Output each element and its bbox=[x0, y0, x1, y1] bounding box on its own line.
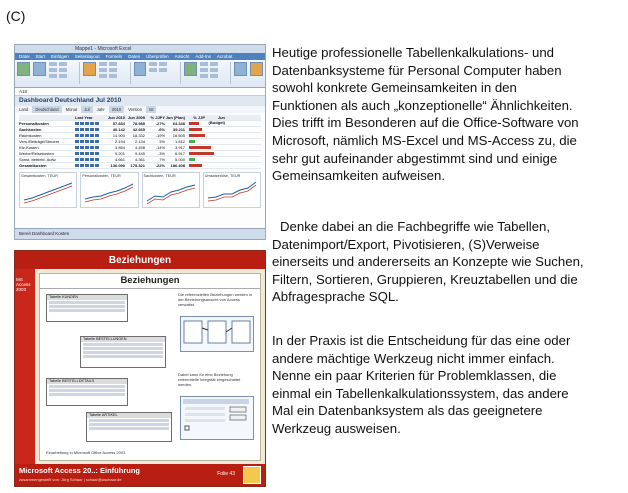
table-title: Tabelle BESTELLUNGEN bbox=[81, 337, 165, 342]
text-line: einmal ein Tabellenkalkulationssystem, das andere bbox=[272, 385, 569, 401]
variance-bar bbox=[189, 152, 214, 155]
access-slide-screenshot bbox=[14, 250, 266, 487]
cell-value: 4.498 bbox=[134, 145, 145, 150]
cell-value: 3% bbox=[159, 139, 165, 144]
cell-value: -22% bbox=[155, 163, 165, 168]
sparkline bbox=[75, 151, 105, 156]
slide-body bbox=[39, 273, 261, 461]
ribbon-icon bbox=[83, 62, 96, 76]
text-line: sehr gut aufeinander abgestimmt sind und einige bbox=[272, 150, 558, 166]
ribbon-tab[interactable]: Daten bbox=[128, 54, 141, 59]
filter-value[interactable]: Jul bbox=[81, 106, 92, 113]
cell-value: 18.332 bbox=[132, 133, 145, 138]
mini-chart-plot bbox=[22, 180, 76, 204]
cell-value: 57.834 bbox=[112, 121, 125, 126]
variance-bar bbox=[189, 140, 195, 143]
row-label: Raumkosten bbox=[19, 133, 42, 138]
mini-chart-title: Personalkosten, TEUR bbox=[82, 174, 121, 178]
row-label: Personalkosten bbox=[19, 121, 49, 126]
text-line: Mal ein Datenbanksystem als das geeignetere bbox=[272, 403, 543, 419]
cell-value: 1.812 bbox=[174, 139, 185, 144]
sparkline bbox=[75, 145, 105, 150]
variance-bar bbox=[189, 122, 199, 125]
cell-value: 2.194 bbox=[114, 139, 125, 144]
cell-value: 14.900 bbox=[112, 133, 125, 138]
ribbon-tab[interactable]: Acrobat bbox=[216, 54, 233, 59]
ribbon-tab[interactable]: Einfügen bbox=[51, 54, 69, 59]
cell-value: 42.665 bbox=[132, 127, 145, 132]
cell-value: 78.985 bbox=[132, 121, 145, 126]
relationship-diagram-icon bbox=[182, 318, 252, 348]
text-line: Nenne ein paar Kriterien für Problemklassen, die bbox=[272, 368, 557, 384]
dashboard-filters bbox=[15, 106, 265, 113]
ribbon-icon bbox=[33, 62, 46, 76]
text-line: Filtern, Sortieren, Gruppieren, Kreuztabellen und die bbox=[272, 271, 578, 287]
excel-status-bar: Bereit Dashboard Kosten bbox=[15, 228, 265, 239]
ribbon-group bbox=[200, 62, 231, 84]
ribbon-icon bbox=[134, 62, 147, 76]
slide-heading: Beziehungen bbox=[40, 274, 260, 289]
row-label: Kfz-Kosten bbox=[19, 145, 39, 150]
paragraph-1 bbox=[272, 44, 624, 185]
ribbon-icon bbox=[234, 62, 247, 76]
sparkline bbox=[75, 121, 105, 126]
variance-bar bbox=[189, 164, 202, 167]
text-line: andere mächtige Werkzeug nicht immer einfach. bbox=[272, 350, 555, 366]
column-header: Jun 2009 bbox=[127, 115, 145, 120]
cell-value: 136.090 bbox=[110, 163, 125, 168]
series-line bbox=[24, 183, 72, 200]
cell-value: -6% bbox=[157, 127, 165, 132]
slide-side-label: MS Access 2003 bbox=[16, 277, 31, 292]
sparkline bbox=[75, 133, 105, 138]
cell-value: 4.661 bbox=[114, 157, 125, 162]
text-line: Dies trifft im Besonderen auf die Office-Software von bbox=[272, 115, 579, 131]
mini-chart-plot bbox=[145, 180, 199, 204]
table-artikel bbox=[86, 412, 172, 442]
slide-side-band bbox=[15, 269, 35, 464]
series-line bbox=[85, 187, 133, 202]
cell-value: 186.408 bbox=[170, 163, 185, 168]
ribbon-tab[interactable]: Datei bbox=[19, 54, 30, 59]
logo-icon bbox=[243, 466, 261, 484]
cell-value: 3.854 bbox=[114, 145, 125, 150]
row-label: Sachkosten bbox=[19, 127, 42, 132]
sparkline bbox=[75, 163, 105, 168]
section-label: (C) bbox=[6, 8, 26, 24]
sparkline bbox=[75, 127, 105, 132]
dashboard-charts bbox=[19, 172, 261, 208]
slide-footer bbox=[15, 464, 265, 486]
filter-label: Jahr bbox=[96, 107, 105, 112]
table-title: Tabelle BESTELLDETAILS bbox=[47, 379, 127, 384]
text-line: einerseits und andererseits an Konzepte wie Suchen, bbox=[272, 254, 584, 270]
paragraph-2 bbox=[272, 218, 624, 306]
cell-value: -14% bbox=[155, 145, 165, 150]
cell-value: 6.917 bbox=[174, 151, 185, 156]
slide-note-1: Die referenziellen Beziehungen werden in der Beziehungsansicht von Access verwaltet. bbox=[178, 292, 253, 307]
cell-value: -27% bbox=[155, 121, 165, 126]
relationship-dialog bbox=[180, 396, 254, 440]
mini-chart bbox=[19, 172, 77, 208]
column-header: % JJP bbox=[193, 115, 205, 120]
filter-value[interactable]: Deutschland bbox=[32, 106, 61, 113]
excel-window-title: Mappe1 - Microsoft Excel bbox=[15, 45, 265, 53]
table-bestellungen bbox=[80, 336, 166, 368]
slide-footer-author: zusammengestellt von: Jörg Schaar | schaar@uschaar.de bbox=[19, 477, 122, 482]
variance-bar bbox=[189, 128, 202, 131]
slide-page-number: Folie 43 bbox=[217, 471, 235, 477]
text-line: Abfragesprache SQL. bbox=[272, 289, 399, 305]
row-label: Sonst. betriebl. Aufw. bbox=[19, 157, 57, 162]
ribbon-icon bbox=[17, 62, 30, 76]
mini-chart-title: Sachkosten, TEUR bbox=[143, 174, 176, 178]
cell-value: 4.361 bbox=[134, 157, 145, 162]
excel-ribbon bbox=[15, 60, 265, 88]
cell-value: 64.348 bbox=[172, 121, 185, 126]
cell-value: 5.000 bbox=[174, 157, 185, 162]
relationship-diagram bbox=[180, 316, 254, 352]
column-header bbox=[19, 115, 75, 120]
dashboard-title: Dashboard Deutschland Jul 2010 bbox=[15, 96, 265, 106]
mini-chart bbox=[203, 172, 261, 208]
column-header: Jun (Plan) bbox=[165, 115, 185, 120]
text-line: In der Praxis ist die Entscheidung für das eine oder bbox=[272, 333, 571, 348]
dialog-icon bbox=[182, 398, 252, 436]
excel-ribbon-tabs bbox=[15, 53, 265, 60]
sparkline bbox=[75, 139, 105, 144]
cell-value: 3.917 bbox=[174, 145, 185, 150]
table-title: Tabelle KUNDEN bbox=[47, 295, 127, 300]
text-line: Funktionen als auch „konzeptionelle“ Ähnlichkeiten. bbox=[272, 97, 573, 113]
cell-value: 175.321 bbox=[130, 163, 145, 168]
filter-value[interactable]: 2010 bbox=[109, 106, 124, 113]
cell-value: 2.134 bbox=[134, 139, 145, 144]
cell-value: -19% bbox=[155, 133, 165, 138]
paragraph-3 bbox=[272, 332, 624, 438]
series-line bbox=[85, 184, 133, 199]
cell-value: 7% bbox=[159, 157, 165, 162]
table-kunden bbox=[46, 294, 128, 322]
mini-chart bbox=[80, 172, 138, 208]
row-label: Gesamtkosten bbox=[19, 163, 47, 168]
variance-bar bbox=[189, 146, 211, 149]
column-header: % JJPY bbox=[150, 115, 165, 120]
table-row bbox=[19, 163, 261, 169]
column-header: Last Year bbox=[75, 115, 93, 120]
row-label: Vers./Beiträge/Steuern bbox=[19, 139, 60, 144]
text-line: Heutige professionelle Tabellenkalkulations- und bbox=[272, 45, 555, 60]
variance-bar bbox=[189, 158, 195, 161]
cell-value: -3% bbox=[157, 151, 165, 156]
ribbon-group bbox=[49, 62, 80, 84]
cell-value: 9.445 bbox=[134, 151, 145, 156]
text-line: Gemeinsamkeiten aufweisen. bbox=[272, 168, 445, 184]
series-line bbox=[147, 185, 195, 201]
ribbon-tab[interactable]: Ansicht bbox=[174, 54, 190, 59]
ribbon-group bbox=[99, 62, 130, 84]
ribbon-icon bbox=[250, 62, 263, 76]
mini-chart-plot bbox=[206, 180, 260, 204]
cell-value: 9.201 bbox=[114, 151, 125, 156]
table-bestelldetails bbox=[46, 378, 128, 406]
series-line bbox=[24, 186, 72, 203]
ribbon-tab[interactable]: Überprüfen bbox=[146, 54, 169, 59]
mini-chart-title: Gesamtkosten, TEUR bbox=[21, 174, 58, 178]
cell-value: 39.211 bbox=[172, 127, 185, 132]
variance-bar bbox=[189, 134, 205, 137]
text-line: sowohl konkrete Gemeinsamkeiten in den bbox=[272, 80, 517, 96]
table-title: Tabelle ARTIKEL bbox=[87, 413, 171, 418]
excel-name-box: A18 bbox=[15, 88, 265, 96]
filter-label: Land bbox=[19, 107, 29, 112]
text-line: Datenimport/Export, Pivotisieren, (S)Verweise bbox=[272, 236, 540, 252]
filter-value[interactable]: Ist bbox=[146, 106, 156, 113]
text-line: Werkzeug ausweisen. bbox=[272, 420, 401, 436]
ribbon-tab[interactable]: Seitenlayout bbox=[74, 54, 100, 59]
excel-dashboard-screenshot bbox=[14, 44, 266, 240]
filter-label: Version bbox=[128, 107, 143, 112]
row-label: Werbe/Reisekosten bbox=[19, 151, 54, 156]
text-line: Denke dabei an die Fachbegriffe wie Tabellen, bbox=[280, 219, 551, 234]
column-header: Jun (Budget) bbox=[208, 115, 225, 125]
ribbon-icon bbox=[184, 62, 197, 76]
filter-label: Monat bbox=[65, 107, 78, 112]
mini-chart bbox=[142, 172, 200, 208]
slide-note-2: Dabei kann für eine Beziehung referentielle Integrität eingeschaltet werden. bbox=[178, 372, 241, 387]
ribbon-group bbox=[149, 62, 180, 84]
ribbon-tab[interactable]: Formeln bbox=[105, 54, 123, 59]
sparkline bbox=[75, 157, 105, 162]
cell-value: 16.505 bbox=[172, 133, 185, 138]
slide-top-title: Beziehungen bbox=[15, 251, 265, 269]
ribbon-tab[interactable]: Start bbox=[35, 54, 46, 59]
mini-chart-title: Umsatzerlöse, TEUR bbox=[204, 174, 241, 178]
dashboard-table bbox=[19, 115, 261, 169]
ribbon-tab[interactable]: Add-Ins bbox=[195, 54, 211, 59]
text-line: Datenbanksysteme für Personal Computer haben bbox=[272, 62, 562, 78]
slide-caption: Einarbeitung in Microsoft Office Access 2003 bbox=[46, 450, 126, 455]
cell-value: 40.142 bbox=[112, 127, 125, 132]
column-header: Jun 2010 bbox=[107, 115, 125, 120]
slide-footer-title: Microsoft Access 20..: Einführung bbox=[19, 466, 140, 475]
mini-chart-plot bbox=[83, 180, 137, 204]
text-line: Microsoft, nämlich MS-Excel und MS-Access zu, die bbox=[272, 132, 577, 148]
